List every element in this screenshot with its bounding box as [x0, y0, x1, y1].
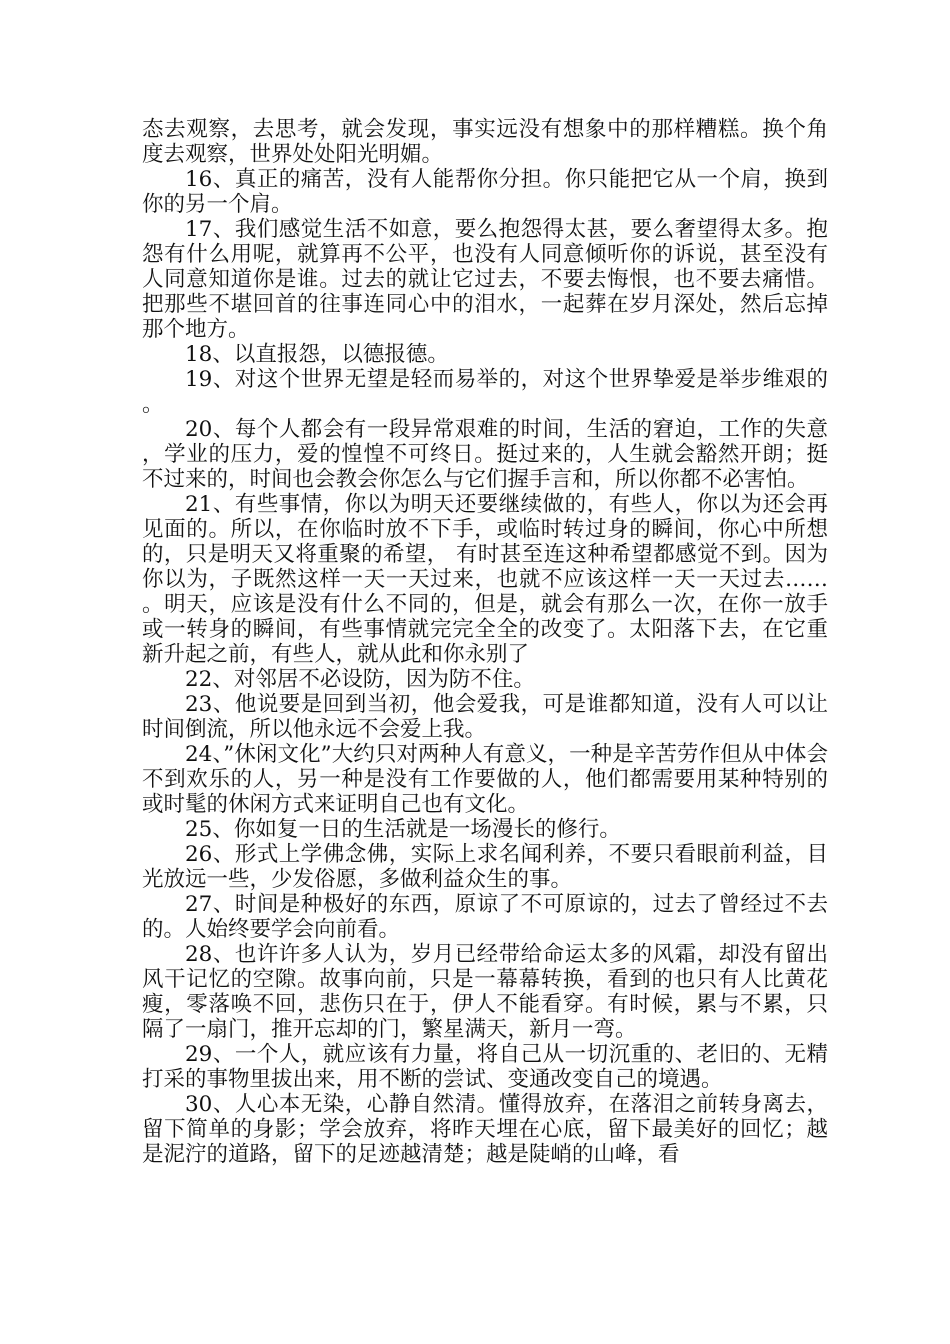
paragraph-17: 17、我们感觉生活不如意，要么抱怨得太甚，要么奢望得太多。抱怨有什么用呢，就算再不公平，也没有人同意倾听你的诉说，甚至没有人同意知道你是谁。过去的就让它过去，不要去悔恨，也不要去痛惜。把那些不堪回首的往事连同心中的泪水，一起葬在岁月深处，然后忘掉那个地方。: [142, 217, 828, 342]
paragraph-20: 20、每个人都会有一段异常艰难的时间，生活的窘迫，工作的失意，学业的压力，爱的惶惶不可终日。挺过来的，人生就会豁然开朗；挺不过来的，时间也会教会你怎么与它们握手言和，所以你都不必害怕。: [142, 417, 828, 492]
paragraph-27: 27、时间是种极好的东西，原谅了不可原谅的，过去了曾经过不去的。人始终要学会向前看。: [142, 892, 828, 942]
paragraph-continuation: 态去观察，去思考，就会发现，事实远没有想象中的那样糟糕。换个角度去观察，世界处处阳光明媚。: [142, 117, 828, 167]
paragraph-29: 29、一个人，就应该有力量，将自己从一切沉重的、老旧的、无精打采的事物里拔出来，用不断的尝试、变通改变自己的境遇。: [142, 1042, 828, 1092]
paragraph-23: 23、他说要是回到当初，他会爱我，可是谁都知道，没有人可以让时间倒流，所以他永远不会爱上我。: [142, 692, 828, 742]
paragraph-19: 19、对这个世界无望是轻而易举的，对这个世界挚爱是举步维艰的。: [142, 367, 828, 417]
paragraph-24: 24、”休闲文化”大约只对两种人有意义，一种是辛苦劳作但从中体会不到欢乐的人，另一种是没有工作要做的人，他们都需要用某种特别的或时髦的休闲方式来证明自己也有文化。: [142, 742, 828, 817]
paragraph-25: 25、你如复一日的生活就是一场漫长的修行。: [185, 817, 621, 842]
document-body: [142, 117, 828, 1167]
paragraph-22: 22、对邻居不必设防，因为防不住。: [185, 667, 535, 692]
paragraph-30: 30、人心本无染，心静自然清。懂得放弃，在落泪之前转身离去，留下简单的身影；学会放弃，将昨天埋在心底，留下最美好的回忆；越是泥泞的道路，留下的足迹越清楚；越是陡峭的山峰，看: [142, 1092, 828, 1167]
paragraph-21: 21、有些事情，你以为明天还要继续做的，有些人，你以为还会再见面的。所以，在你临时放不下手，或临时转过身的瞬间，你心中所想的，只是明天又将重聚的希望， 有时甚至连这种希望都感觉不到。因为你以为，子既然这样一天一天过来，也就不应该这样一天一天过去…… 。明天，应该是没有什么不同的，但是，就会有那么一次，在你一放手或一转身的瞬间，有些事情就完完全全的改变了。太阳落下去，在它重新升起之前，有些人，就从此和你永别了: [142, 492, 828, 667]
paragraph-18: 18、以直报怨，以德报德。: [185, 342, 449, 367]
paragraph-26: 26、形式上学佛念佛，实际上求名闻利养，不要只看眼前利益，目光放远一些，少发俗愿，多做利益众生的事。: [142, 842, 828, 892]
paragraph-28: 28、也许许多人认为，岁月已经带给命运太多的风霜，却没有留出风干记忆的空隙。故事向前，只是一幕幕转换，看到的也只有人比黄花瘦，零落唤不回，悲伤只在于，伊人不能看穿。有时候，累与不累，只隔了一扇门，推开忘却的门，繁星满天，新月一弯。: [142, 942, 828, 1042]
paragraph-16: 16、真正的痛苦，没有人能帮你分担。你只能把它从一个肩，换到你的另一个肩。: [142, 167, 828, 217]
